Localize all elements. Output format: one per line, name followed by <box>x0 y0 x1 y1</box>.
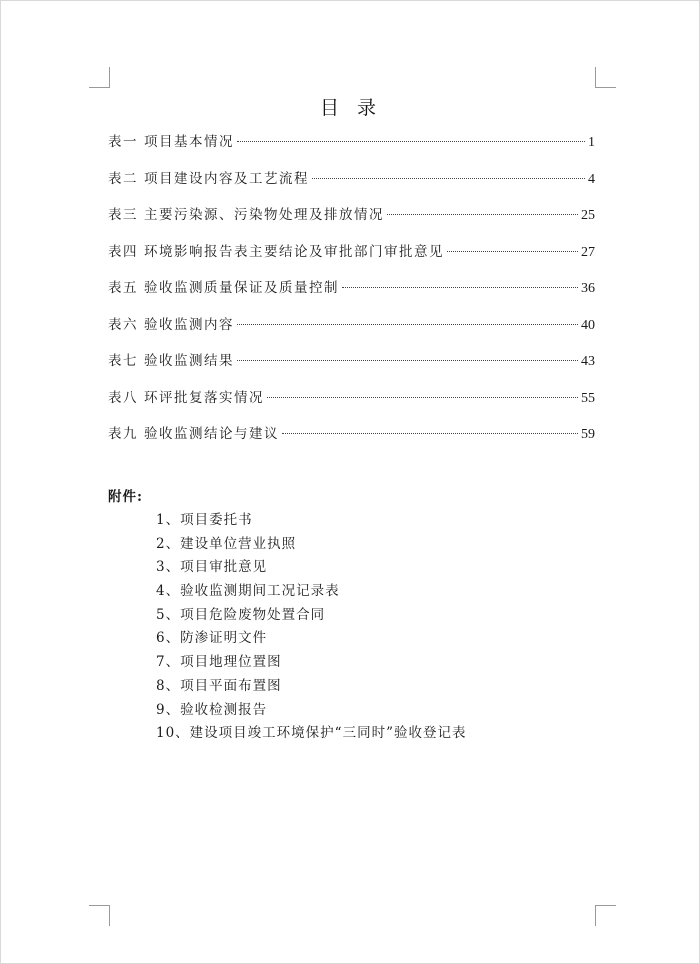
toc-entry-label: 表八 <box>108 389 138 406</box>
page-title: 目 录 <box>319 97 383 119</box>
attachment-item: 10、建设项目竣工环境保护“三同时”验收登记表 <box>156 725 467 742</box>
attachment-item: 7、项目地理位置图 <box>156 654 282 671</box>
toc-entry-text: 主要污染源、污染物处理及排放情况 <box>144 207 384 223</box>
toc-dot-leader <box>387 214 578 215</box>
toc-entry[interactable] <box>108 348 595 385</box>
toc-page-number: 40 <box>581 317 595 333</box>
toc-entry[interactable] <box>108 202 595 239</box>
toc-page-number: 43 <box>581 354 595 369</box>
toc-page-number: 1 <box>588 135 595 150</box>
toc-page-number: 4 <box>588 171 595 187</box>
toc-entry-text: 验收监测结论与建议 <box>144 426 279 442</box>
table-of-contents <box>108 129 595 458</box>
toc-entry[interactable] <box>108 275 595 312</box>
toc-dot-leader <box>312 178 585 179</box>
toc-entry-text: 项目基本情况 <box>144 134 234 150</box>
attachment-item: 1、项目委托书 <box>156 512 253 528</box>
toc-dot-leader <box>237 360 578 361</box>
crop-mark-bottom-right <box>595 905 616 926</box>
toc-entry-label: 表三 <box>108 207 138 223</box>
toc-entry-text: 项目建设内容及工艺流程 <box>144 170 309 187</box>
toc-entry-text: 验收监测结果 <box>144 353 234 369</box>
attachment-item: 5、项目危险废物处置合同 <box>156 606 326 623</box>
toc-page-number: 55 <box>581 390 595 406</box>
toc-entry-text: 环境影响报告表主要结论及审批部门审批意见 <box>144 243 444 260</box>
attachment-item: 2、建设单位营业执照 <box>156 535 297 552</box>
toc-entry-label: 表九 <box>108 426 138 442</box>
toc-entry[interactable] <box>108 166 595 203</box>
toc-entry[interactable] <box>108 129 595 166</box>
attachments-list <box>156 509 466 746</box>
crop-mark-bottom-left <box>89 905 110 926</box>
toc-entry-label: 表六 <box>108 316 138 333</box>
toc-entry-label: 表一 <box>108 134 138 150</box>
toc-entry-label: 表二 <box>108 170 138 187</box>
attachment-item: 3、项目审批意见 <box>156 559 268 576</box>
attachment-item: 6、防渗证明文件 <box>156 630 268 647</box>
toc-dot-leader <box>267 397 578 398</box>
toc-entry-text: 环评批复落实情况 <box>144 389 264 406</box>
attachments-heading: 附件: <box>108 489 143 505</box>
toc-page-number: 59 <box>581 427 595 442</box>
toc-entry[interactable] <box>108 239 595 276</box>
toc-entry-label: 表五 <box>108 280 138 296</box>
toc-entry[interactable] <box>108 421 595 458</box>
toc-dot-leader <box>237 324 578 325</box>
toc-entry-text: 验收监测质量保证及质量控制 <box>144 280 339 296</box>
toc-page-number: 36 <box>581 281 595 296</box>
toc-entry[interactable] <box>108 312 595 349</box>
attachment-item: 4、验收监测期间工况记录表 <box>156 583 340 600</box>
toc-page-number: 25 <box>581 208 595 223</box>
toc-entry[interactable] <box>108 385 595 422</box>
attachment-item: 8、项目平面布置图 <box>156 677 282 694</box>
toc-entry-text: 验收监测内容 <box>144 316 234 333</box>
toc-dot-leader <box>447 251 578 252</box>
crop-mark-top-left <box>89 67 110 88</box>
toc-dot-leader <box>282 433 578 434</box>
toc-dot-leader <box>237 141 585 142</box>
attachment-item: 9、验收检测报告 <box>156 701 268 718</box>
toc-dot-leader <box>342 287 578 288</box>
toc-page-number: 27 <box>581 244 595 260</box>
toc-entry-label: 表七 <box>108 353 138 369</box>
toc-entry-label: 表四 <box>108 243 138 260</box>
crop-mark-top-right <box>595 67 616 88</box>
